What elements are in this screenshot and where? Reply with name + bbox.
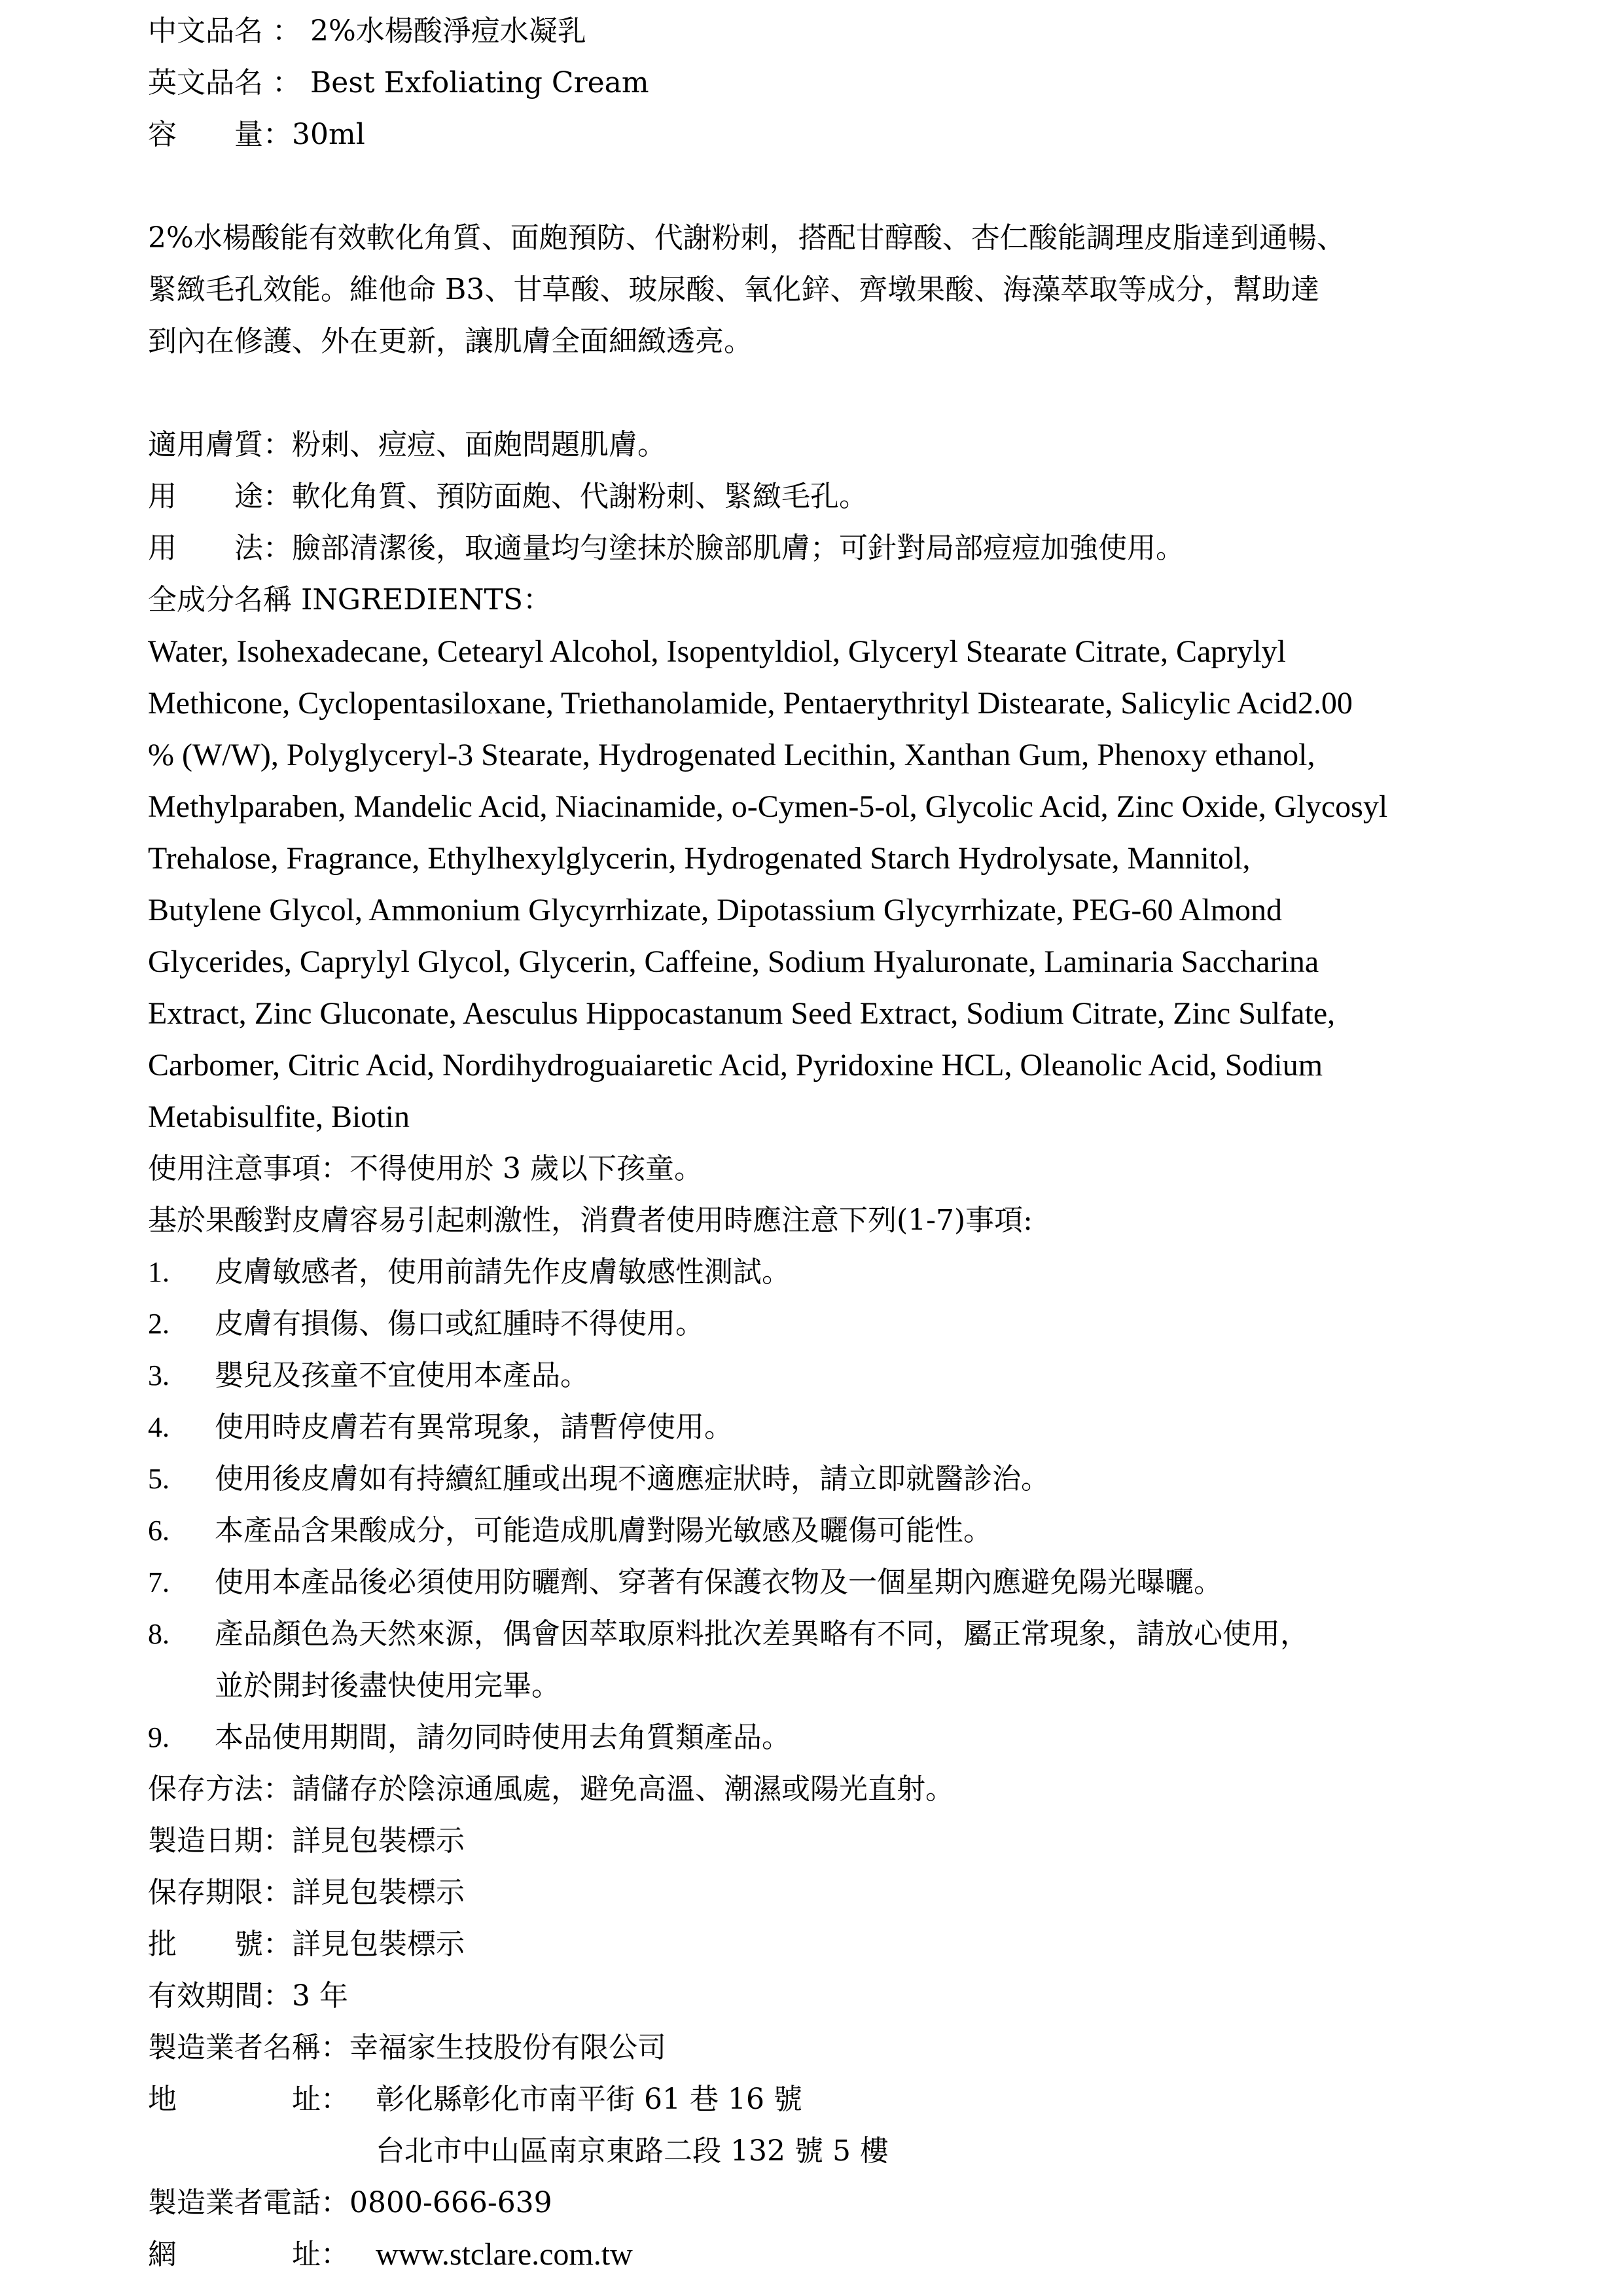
skin-type: 適用膚質：粉刺、痘痘、面皰問題肌膚。 xyxy=(148,428,666,461)
ingredients-line: Metabisulfite, Biotin xyxy=(148,1100,410,1134)
warning-item-text: 皮膚有損傷、傷口或紅腫時不得使用。 xyxy=(215,1307,704,1340)
address-line-2: 台北市中山區南京東路二段 132 號 5 樓 xyxy=(376,2134,889,2168)
warning-intro: 基於果酸對皮膚容易引起刺激性，消費者使用時應注意下列(1-7)事項: xyxy=(148,1204,1033,1237)
warning-item-number: 4. xyxy=(148,1411,169,1443)
usage-method: 用 法：臉部清潔後，取適量均勻塗抹於臉部肌膚；可針對局部痘痘加強使用。 xyxy=(148,531,1185,565)
warning-item-text-continued: 並於開封後盡快使用完畢。 xyxy=(215,1669,560,1702)
warning-item-number: 7. xyxy=(148,1566,169,1598)
purpose: 用 途：軟化角質、預防面皰、代謝粉刺、緊緻毛孔。 xyxy=(148,480,868,513)
warning-item-text: 使用後皮膚如有持續紅腫或出現不適應症狀時，請立即就醫診治。 xyxy=(215,1462,1050,1496)
manufacturer-phone: 製造業者電話：0800-666-639 xyxy=(148,2186,552,2219)
address-label: 地 址： xyxy=(148,2083,349,2116)
english-product-name: 英文品名 ： Best Exfoliating Cream xyxy=(148,66,649,99)
ingredients-line: Trehalose, Fragrance, Ethylhexylglycerin, Hydrogenated Starch Hydrolysate, Mannitol, xyxy=(148,841,1251,876)
ingredients-line: Methylparaben, Mandelic Acid, Niacinamide, o-Cymen-5-ol, Glycolic Acid, Zinc Oxide, Glycosyl xyxy=(148,789,1388,824)
ingredients-line: Butylene Glycol, Ammonium Glycyrrhizate, Dipotassium Glycyrrhizate, PEG-60 Almond xyxy=(148,893,1283,927)
batch-number: 批 號：詳見包裝標示 xyxy=(148,1928,465,1961)
warning-item-number: 2. xyxy=(148,1308,169,1340)
warning-item-text: 皮膚敏感者，使用前請先作皮膚敏感性測試。 xyxy=(215,1255,791,1289)
ingredients-line: Glycerides, Caprylyl Glycol, Glycerin, Caffeine, Sodium Hyaluronate, Laminaria Saccharina xyxy=(148,944,1319,979)
warning-item-text: 產品顏色為天然來源，偶會因萃取原料批次差異略有不同，屬正常現象，請放心使用， xyxy=(215,1617,1309,1651)
ingredients-line: Carbomer, Citric Acid, Nordihydroguaiaretic Acid, Pyridoxine HCL, Oleanolic Acid, Sodium xyxy=(148,1048,1323,1083)
warning-item-number: 3. xyxy=(148,1359,169,1391)
description-line-2: 緊緻毛孔效能。維他命 B3、甘草酸、玻尿酸、氧化鋅、齊墩果酸、海藻萃取等成分，幫助達 xyxy=(148,273,1320,306)
warning-item-number: 8. xyxy=(148,1618,169,1650)
manufacture-date: 製造日期：詳見包裝標示 xyxy=(148,1824,465,1857)
validity-period: 有效期間：3 年 xyxy=(148,1979,348,2013)
warning-item-text: 嬰兒及孩童不宜使用本產品。 xyxy=(215,1359,589,1392)
warning-item-number: 5. xyxy=(148,1463,169,1495)
ingredients-line: Methicone, Cyclopentasiloxane, Triethanolamide, Pentaerythrityl Distearate, Salicylic Acid2.00 xyxy=(148,686,1353,721)
ingredients-line: Water, Isohexadecane, Cetearyl Alcohol, Isopentyldiol, Glyceryl Stearate Citrate, Caprylyl xyxy=(148,634,1286,669)
warning-item-number: 9. xyxy=(148,1721,169,1753)
chinese-product-name: 中文品名 ： 2%水楊酸淨痘水凝乳 xyxy=(148,14,586,48)
ingredients-line: Extract, Zinc Gluconate, Aesculus Hippocastanum Seed Extract, Sodium Citrate, Zinc Sulfate, xyxy=(148,996,1336,1031)
warning-item-text: 本品使用期間，請勿同時使用去角質類產品。 xyxy=(215,1721,791,1754)
website-label: 網 址： xyxy=(148,2238,349,2271)
manufacturer-name: 製造業者名稱：幸福家生技股份有限公司 xyxy=(148,2031,666,2064)
warning-item-text: 本產品含果酸成分，可能造成肌膚對陽光敏感及曬傷可能性。 xyxy=(215,1514,992,1547)
website-link[interactable]: www.stclare.com.tw xyxy=(376,2237,633,2272)
ingredients-line: % (W/W), Polyglyceryl-3 Stearate, Hydrogenated Lecithin, Xanthan Gum, Phenoxy ethanol, xyxy=(148,738,1315,772)
storage-method: 保存方法：請儲存於陰涼通風處，避免高溫、潮濕或陽光直射。 xyxy=(148,1772,954,1806)
caution-note: 使用注意事項：不得使用於 3 歲以下孩童。 xyxy=(148,1152,703,1185)
expiry-date: 保存期限：詳見包裝標示 xyxy=(148,1876,465,1909)
warning-item-number: 1. xyxy=(148,1256,169,1288)
description-line-3: 到內在修護、外在更新，讓肌膚全面細緻透亮。 xyxy=(148,325,753,358)
warning-item-text: 使用本產品後必須使用防曬劑、穿著有保護衣物及一個星期內應避免陽光曝曬。 xyxy=(215,1566,1222,1599)
description-line-1: 2%水楊酸能有效軟化角質、面皰預防、代謝粉刺，搭配甘醇酸、杏仁酸能調理皮脂達到通暢、 xyxy=(148,221,1346,255)
address-line-1: 彰化縣彰化市南平街 61 巷 16 號 xyxy=(376,2083,802,2116)
warning-item-text: 使用時皮膚若有異常現象，請暫停使用。 xyxy=(215,1410,733,1444)
ingredients-title: 全成分名稱 INGREDIENTS： xyxy=(148,583,552,617)
warning-item-number: 6. xyxy=(148,1515,169,1547)
product-volume: 容 量：30ml xyxy=(148,118,365,151)
